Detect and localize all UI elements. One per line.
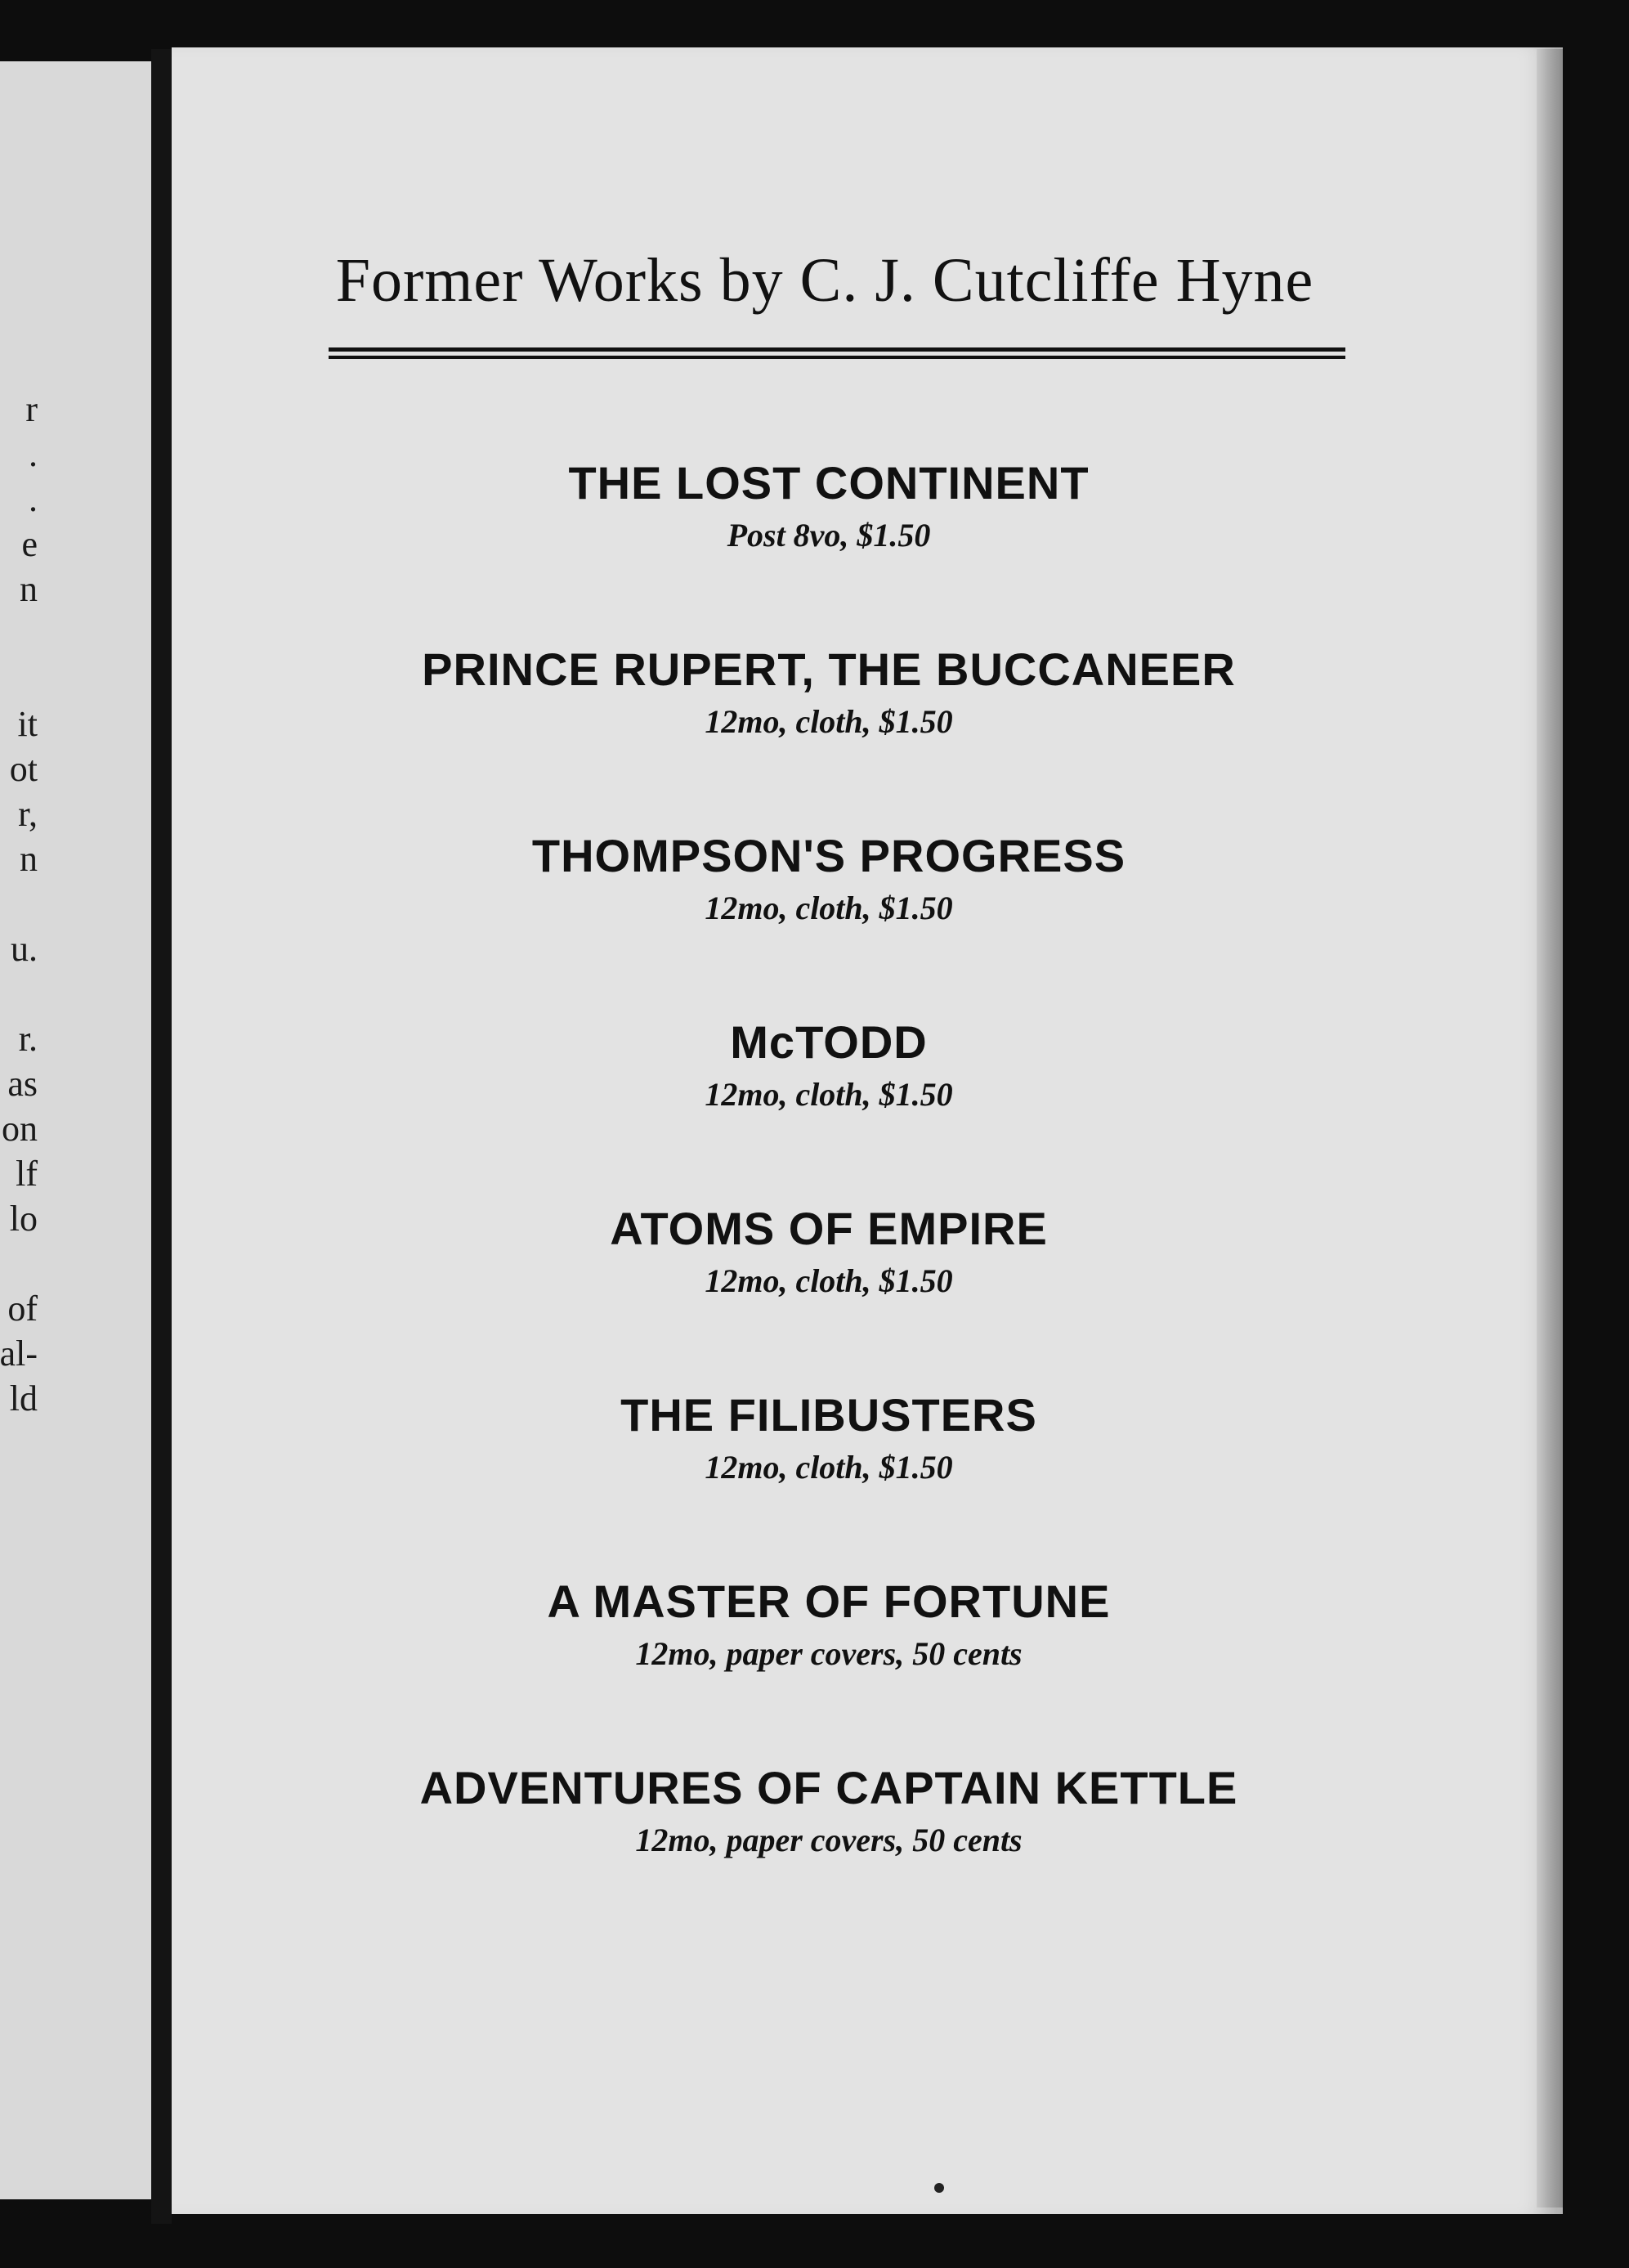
text-fragment: lo: [9, 1199, 38, 1239]
text-fragment: n: [20, 569, 38, 609]
text-fragment: lf: [16, 1154, 38, 1194]
text-fragment: as: [7, 1064, 38, 1104]
text-fragment: .: [29, 479, 38, 519]
book-entry: [29, 827, 1629, 1013]
book-format-price: 12mo, cloth, $1.50: [705, 1262, 953, 1299]
text-fragment: n: [20, 839, 38, 879]
book-format-price: 12mo, cloth, $1.50: [705, 890, 953, 926]
book-format-price: 12mo, paper covers, 50 cents: [635, 1635, 1023, 1672]
book-title: THE FILIBUSTERS: [620, 1389, 1037, 1441]
book-title: ADVENTURES OF CAPTAIN KETTLE: [419, 1762, 1238, 1813]
double-rule-divider: [329, 347, 1345, 364]
text-fragment: al-: [0, 1333, 38, 1374]
book-title: McTODD: [730, 1016, 928, 1068]
text-fragment: ot: [9, 749, 38, 789]
book-title: THE LOST CONTINENT: [568, 457, 1090, 509]
text-fragment: .: [29, 434, 38, 474]
text-fragment: r,: [18, 794, 38, 834]
text-fragment: r.: [18, 1019, 38, 1059]
book-title: THOMPSON'S PROGRESS: [531, 830, 1126, 881]
text-fragment: on: [2, 1109, 38, 1149]
ink-speck: [934, 2183, 944, 2193]
rule-line-bottom: [329, 356, 1345, 359]
book-format-price: 12mo, cloth, $1.50: [705, 1076, 953, 1113]
book-entry: [29, 1199, 1629, 1386]
rule-line-top: [329, 347, 1345, 352]
book-format-price: Post 8vo, $1.50: [727, 517, 931, 554]
book-entry: [29, 1759, 1629, 1945]
text-fragment: u.: [11, 929, 38, 969]
book-entry: [29, 1013, 1629, 1199]
book-entry: [29, 454, 1629, 640]
book-entry: [29, 1386, 1629, 1572]
book-entry: [29, 1572, 1629, 1759]
book-title: ATOMS OF EMPIRE: [610, 1203, 1048, 1254]
book-format-price: 12mo, cloth, $1.50: [705, 1449, 953, 1486]
book-title: PRINCE RUPERT, THE BUCCANEER: [422, 643, 1236, 695]
text-fragment: r: [25, 389, 38, 429]
book-title: A MASTER OF FORTUNE: [547, 1575, 1111, 1627]
book-entry: [29, 640, 1629, 827]
page-heading: [0, 245, 1629, 316]
book-format-price: 12mo, paper covers, 50 cents: [635, 1822, 1023, 1858]
book-format-price: 12mo, cloth, $1.50: [705, 703, 953, 740]
text-fragment: it: [17, 704, 38, 744]
text-fragment: e: [21, 524, 38, 564]
page-title: Former Works by C. J. Cutcliffe Hyne: [335, 246, 1314, 315]
book-list: [0, 454, 1629, 1945]
text-fragment: of: [7, 1289, 38, 1329]
text-fragment: ld: [9, 1378, 38, 1419]
